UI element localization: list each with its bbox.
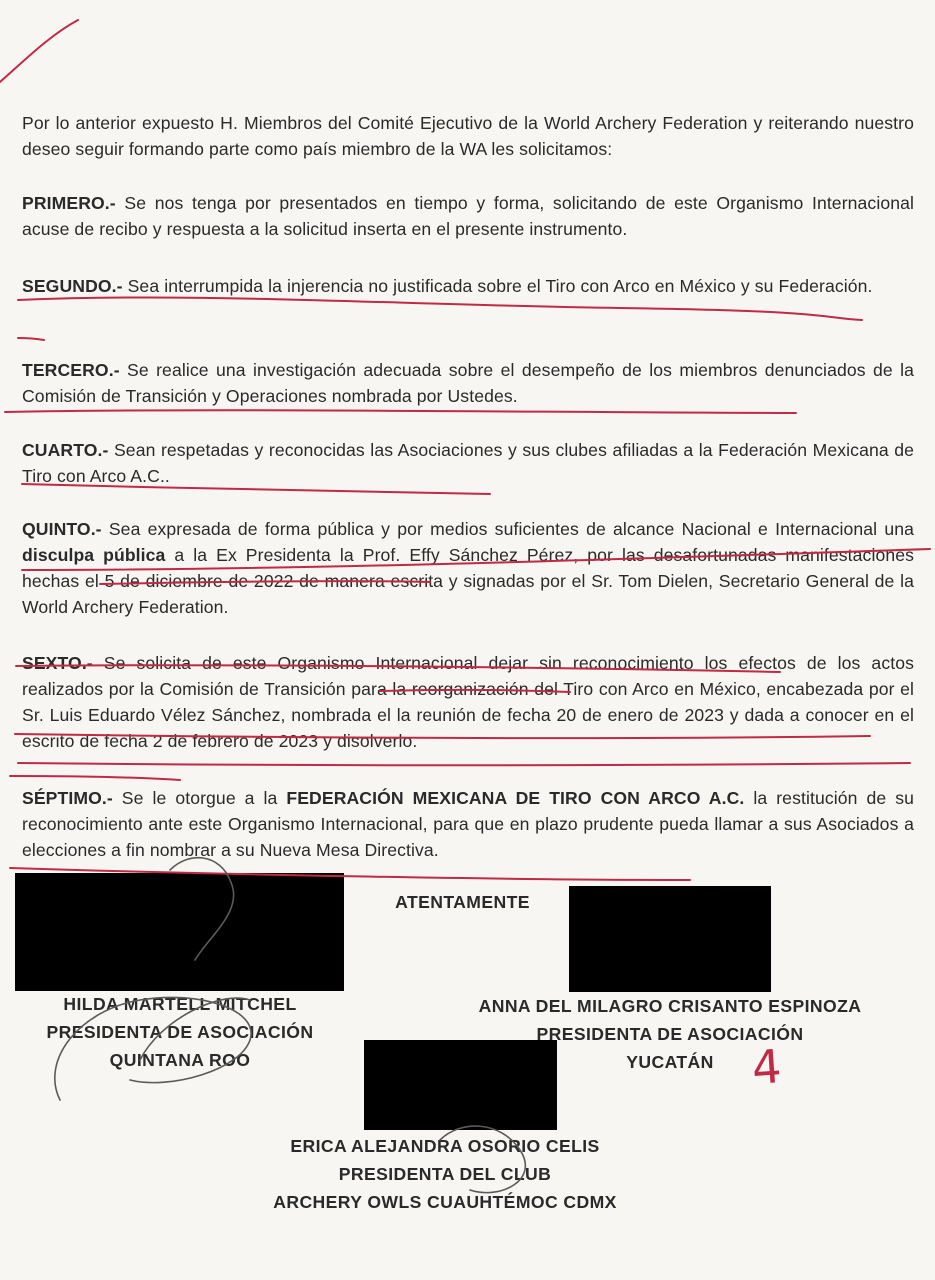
- petition-label: QUINTO.-: [22, 519, 102, 539]
- signer-place: YUCATÁN: [626, 1052, 714, 1072]
- signer-name: HILDA MARTELL MITCHEL: [63, 994, 297, 1014]
- underline-sexto-3: [18, 763, 910, 765]
- signer-place: QUINTANA ROO: [109, 1050, 251, 1070]
- redacted-signature-right: [569, 886, 771, 992]
- signer-role: PRESIDENTA DEL CLUB: [338, 1164, 552, 1184]
- petition-quinto: [22, 516, 914, 620]
- signer-place: ARCHERY OWLS CUAUHTÉMOC CDMX: [273, 1192, 617, 1212]
- underline-septimo: [10, 776, 180, 780]
- intro-paragraph: Por lo anterior expuesto H. Miembros del Comité Ejecutivo de la World Archery Federation y reiterando nuestro deseo seguir formando parte como país miembro de la WA les solicitamos:: [22, 113, 914, 159]
- signer-name: ANNA DEL MILAGRO CRISANTO ESPINOZA: [478, 996, 862, 1016]
- petition-emphasis: disculpa pública: [22, 545, 166, 565]
- petition-label: CUARTO.-: [22, 440, 109, 460]
- petition-text: Se realice una investigación adecuada sobre el desempeño de los miembros denunciados de la Comisión de Transición y Operaciones nombrada por Ustedes.: [22, 360, 914, 406]
- corner-mark: [0, 20, 78, 82]
- petition-label: PRIMERO.-: [22, 193, 116, 213]
- closing-text: ATENTAMENTE: [395, 892, 530, 912]
- petition-label: TERCERO.-: [22, 360, 120, 380]
- underline-segundo-2: [18, 338, 44, 340]
- petition-text: Se solicita de este Organismo Internacional dejar sin reconocimiento los efectos de los actos realizados por la Comisión de Transición para la reorganización del Tiro con Arco en México, encabezada por el Sr. Luis Eduardo Vélez Sánchez, nombrada el la reunión de fecha 20 de enero de 2023 y dada a conocer en el escrito de fecha 2 de febrero de 2023 y disolverlo.: [22, 653, 914, 751]
- petition-septimo: [22, 785, 914, 863]
- petition-primero: [22, 190, 914, 242]
- signer-role: PRESIDENTA DE ASOCIACIÓN: [46, 1022, 314, 1042]
- petition-sexto: [22, 650, 914, 754]
- petition-text: la restitución de su reconocimiento ante este Organismo Internacional, para que en plazo prudente pueda llamar a sus Asociados a elecciones a fin nombrar a su Nueva Mesa Directiva.: [22, 788, 914, 860]
- signer-role: PRESIDENTA DE ASOCIACIÓN: [536, 1024, 804, 1044]
- petition-label: SEXTO.-: [22, 653, 93, 673]
- handwritten-page-number: 4: [750, 1039, 784, 1095]
- petition-tercero: [22, 357, 914, 409]
- underline-segundo: [18, 297, 862, 320]
- signer-name: ERICA ALEJANDRA OSORIO CELIS: [290, 1136, 600, 1156]
- petition-cuarto: [22, 437, 914, 489]
- petition-text: Se le otorgue a la: [112, 788, 287, 808]
- petition-text: Sea interrumpida la injerencia no justificada sobre el Tiro con Arco en México y su Federación.: [122, 276, 873, 296]
- petition-emphasis: FEDERACIÓN MEXICANA DE TIRO CON ARCO A.C.: [286, 788, 745, 808]
- petition-label: SEGUNDO.-: [22, 276, 123, 296]
- petition-text: a la Ex Presidenta la Prof. Effy Sánchez Pérez, por las desafortunadas manifestaciones hechas el 5 de diciembre de 2022 de manera escrita y signadas por el Sr. Tom Dielen, Secretario General de la World Archery Federation.: [22, 545, 914, 617]
- redacted-signature-left: [15, 873, 344, 991]
- petition-label: SÉPTIMO.-: [22, 788, 113, 808]
- underline-tercero: [5, 410, 796, 413]
- petition-text: Se nos tenga por presentados en tiempo y forma, solicitando de este Organismo Internacional acuse de recibo y respuesta a la solicitud inserta en el presente instrumento.: [22, 193, 914, 239]
- petition-segundo: [22, 273, 914, 299]
- petition-text: Sean respetadas y reconocidas las Asociaciones y sus clubes afiliadas a la Federación Mexicana de Tiro con Arco A.C..: [22, 440, 914, 486]
- petition-text: Sea expresada de forma pública y por medios suficientes de alcance Nacional e Internacional una: [101, 519, 914, 539]
